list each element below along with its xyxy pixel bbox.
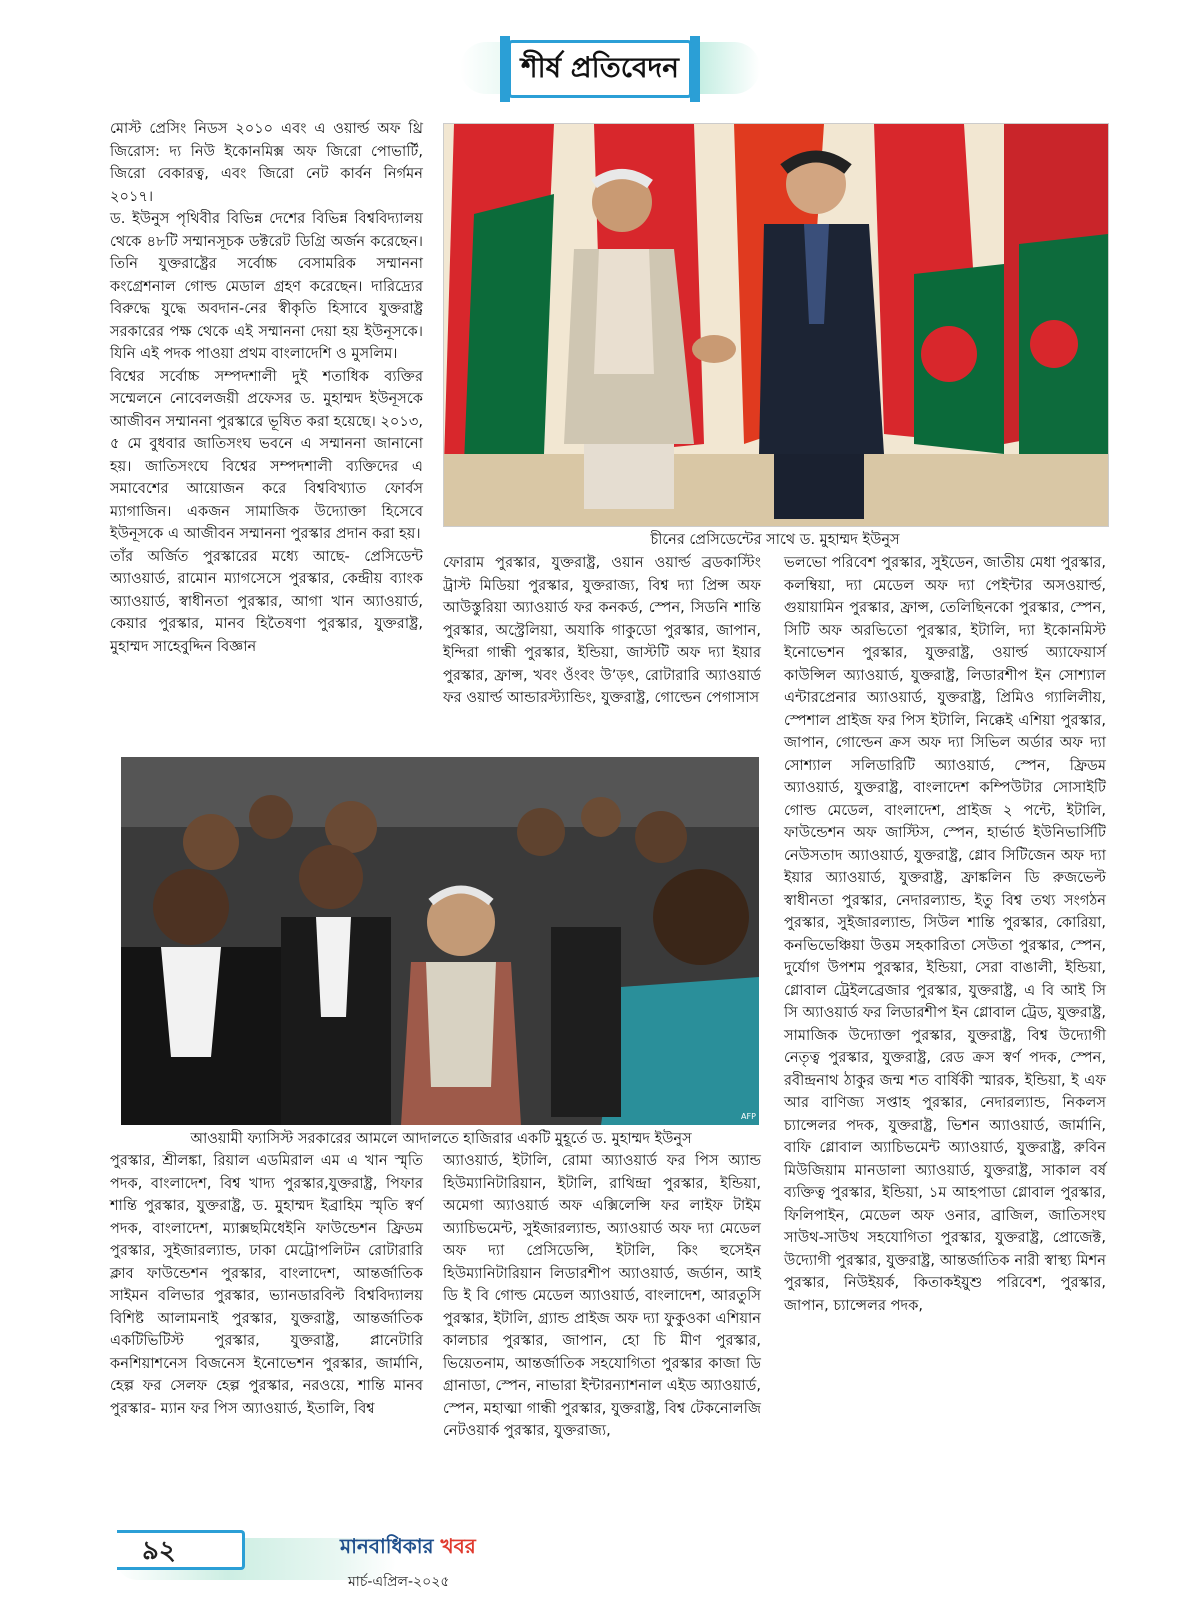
middle-column-bottom	[443, 1150, 761, 1443]
magazine-logo-accent: খবর	[440, 1534, 476, 1558]
left-column-bottom	[110, 1150, 423, 1420]
page-number-tab	[117, 1530, 245, 1570]
paragraph: ভলভো পরিবেশ পুরস্কার, সুইডেন, জাতীয় মেধা পুরস্কার, কলম্বিয়া, দ্যা মেডেল অফ দ্যা পেইন্টার অসওয়ার্ল্ড, গুয়ায়ামিন পুরস্কার, ফ্রান্স, তেলিছিনকো পুরস্কার, স্পেন, সিটি অফ অরভিতো পুরস্কার, ইটালি, দ্যা ইকোনমিস্ট ইনোভেশন পুরস্কার, যুক্তরাষ্ট্র, ওয়ার্ল্ড অ্যাফেয়ার্স কাউন্সিল অ্যাওয়ার্ড, যুক্তরাষ্ট্র, লিডারশীপ ইন সোশ্যাল এন্টারপ্রেনার অ্যাওয়ার্ড, যুক্তরাষ্ট্র, প্রিমিও গ্যালিলীয়, স্পেশাল প্রাইজ ফর পিস ইটালি, নিক্কেই এশিয়া পুরস্কার, জাপান, গোল্ডেন ক্রস অফ দ্যা সিভিল অর্ডার অফ দ্যা সোশ্যাল সলিডারিটি অ্যাওয়ার্ড, স্পেন, ফ্রিডম অ্যাওয়ার্ড, যুক্তরাষ্ট্র, বাংলাদেশ কম্পিউটার সোসাইটি গোল্ড মেডেল, বাংলাদেশ, প্রাইজ ২ পন্টে, ইটালি, ফাউন্ডেশন অফ জাস্টিস, স্পেন, হার্ভার্ড ইউনিভার্সিটি নেউসতাদ অ্যাওয়ার্ড, যুক্তরাষ্ট্র, গ্লোব সিটিজেন অফ দ্যা ইয়ার অ্যাওয়ার্ড, যুক্তরাষ্ট্র, ফ্রাঙ্কলিন ডি রুজভেল্ট স্বাধীনতা পুরস্কার, নেদারল্যান্ড, ইতু বিশ্ব তথ্য সংগঠন পুরস্কার, সুইজারল্যান্ড, সিউল শান্তি পুরস্কার, কোরিয়া, কনভিভেঞ্চিয়া উত্তম সহকারিতা সেউতা পুরস্কার, স্পেন, দুর্যোগ উপশম পুরস্কার, ইন্ডিয়া, সেরা বাঙালী, ইন্ডিয়া, গ্লোবাল ট্রেইলব্রেজার পুরস্কার, যুক্তরাষ্ট্র, এ বি আই সি সি অ্যাওয়ার্ড ফর লিডারশীপ ইন গ্লোবাল ট্রেড, যুক্তরাষ্ট্র, সামাজিক উদ্যোক্তা পুরস্কার, যুক্তরাষ্ট্র, বিশ্ব উদ্যোগী নেতৃত্ব পুরস্কার, যুক্তরাষ্ট্র, রেড ক্রস স্বর্ণ পদক, স্পেন, রবীন্দ্রনাথ ঠাকুর জন্ম শত বার্ষিকী স্মারক, ইন্ডিয়া, ই এফ আর বাণিজ্য সপ্তাহ পুরস্কার, নেদারল্যান্ড, নিকলস চ্যান্সেলর পদক, যুক্তরাষ্ট্র, ভিশন অ্যাওয়ার্ড, জার্মানি, বাফি গ্লোবাল অ্যাচিভমেন্ট অ্যাওয়ার্ড, যুক্তরাষ্ট্র, রুবিন মিউজিয়াম মানডালা অ্যাওয়ার্ড, যুক্তরাষ্ট্র, সাকাল বর্ষ ব্যক্তিত্ব পুরস্কার, ইন্ডিয়া, ১ম আহপাডা গ্লোবাল পুরস্কার, ফিলিপাইন, মেডেল অফ ওনার, ব্রাজিল, জাতিসংঘ সাউথ-সাউথ সহযোগিতা পুরস্কার, যুক্তরাষ্ট্র, প্রোজেক্ট, উদ্যোগী পুরস্কার, যুক্তরাষ্ট্র, আন্তর্জাতিক নারী স্বাস্থ্য মিশন পুরস্কার, নিউইয়র্ক, কিতাকইয়ুশু পরিবেশ, পুরস্কার, জাপান, চ্যান্সেলর পদক,	[784, 554, 1106, 1314]
photo-court-appearance	[121, 757, 759, 1125]
photo-handshake	[443, 123, 1109, 527]
issue-date: মার্চ-এপ্রিল-২০২৫	[348, 1574, 450, 1590]
page-number: ৯২	[142, 1536, 176, 1566]
left-column-top	[110, 118, 423, 658]
paragraph: বিশ্বের সর্বোচ্চ সম্পদশালী দুই শতাধিক ব্যক্তির সম্মেলনে নোবেলজয়ী প্রফেসর ড. মুহাম্মদ ইউনূসকে আজীবন সম্মাননা পুরস্কারে ভূষিত করা হয়েছে। ২০১৩, ৫ মে বুধবার জাতিসংঘ ভবনে এ সম্মাননা জানানো হয়। জাতিসংঘে বিশ্বের সম্পদশালী ব্যক্তিদের এ সমাবেশের আয়োজন করে বিশ্ববিখ্যাত ফোর্বস ম্যাগাজিন। একজন সামাজিক উদ্যোক্তা হিসেবে ইউনূসকে এ আজীবন সম্মাননা পুরস্কার প্রদান করা হয়।	[110, 367, 423, 542]
middle-column-top	[443, 552, 761, 710]
magazine-logo	[340, 1532, 476, 1565]
photo-credit: AFP	[741, 1112, 756, 1121]
paragraph: তাঁর অর্জিত পুরস্কারের মধ্যে আছে- প্রেসিডেন্ট অ্যাওয়ার্ড, রামোন ম্যাগসেসে পুরস্কার, কেন্দ্রীয় ব্যাংক অ্যাওয়ার্ড, স্বাধীনতা পুরস্কার, আগা খান অ্যাওয়ার্ড, কেয়ার পুরস্কার, মানব হিতৈষণা পুরস্কার, যুক্তরাষ্ট্র, মুহাম্মদ সাহেবুদ্দিন বিজ্ঞান	[110, 547, 423, 655]
section-title: শীর্ষ প্রতিবেদন	[521, 50, 679, 84]
paragraph: পুরস্কার, শ্রীলঙ্কা, রিয়াল এডমিরাল এম এ খান স্মৃতি পদক, বাংলাদেশ, বিশ্ব খাদ্য পুরস্কার,যুক্তরাষ্ট্র, পিফার শান্তি পুরস্কার, যুক্তরাষ্ট্র, ড. মুহাম্মদ ইব্রাহিম স্মৃতি স্বর্ণ পদক, বাংলাদেশ, ম্যাক্সছমিধেইনি ফাউন্ডেশন ফ্রিডম পুরস্কার, সুইজারল্যান্ড, ঢাকা মেট্রোপলিটন রোটারারি ক্লাব ফাউন্ডেশন পুরস্কার, বাংলাদেশ, আন্তর্জাতিক সাইমন বলিভার পুরস্কার, ভ্যানডারবিল্ট বিশ্ববিদ্যালয় বিশিষ্ট আলামনাই পুরস্কার, যুক্তরাষ্ট্র, আন্তর্জাতিক একটিভিটিস্ট পুরস্কার, যুক্তরাষ্ট্র, প্লানেটারি কনশিয়াশনেস বিজনেস ইনোভেশন পুরস্কার, জার্মানি, হেল্প ফর সেলফ হেল্প পুরস্কার, নরওয়ে, শান্তি মানব পুরস্কার- ম্যান ফর পিস অ্যাওয়ার্ড, ইতালি, বিশ্ব	[110, 1152, 423, 1417]
section-title-box	[508, 40, 692, 98]
magazine-logo-text: মানবাধিকার	[340, 1534, 434, 1558]
right-column	[784, 552, 1106, 1317]
photo-caption: চীনের প্রেসিডেন্টের সাথে ড. মুহাম্মদ ইউনুস	[650, 532, 900, 548]
paragraph: ড. ইউনুস পৃথিবীর বিভিন্ন দেশের বিভিন্ন বিশ্ববিদ্যালয় থেকে ৪৮টি সম্মানসূচক ডক্টরেট ডিগ্রি অর্জন করেছেন। তিনি যুক্তরাষ্ট্রের সর্বোচ্চ বেসামরিক সম্মাননা কংগ্রেশনাল গোল্ড মেডাল গ্রহণ করেছেন। দারিদ্র্যের বিরুদ্ধে যুদ্ধে অবদান-নের স্বীকৃতি হিসাবে যুক্তরাষ্ট্র সরকারের পক্ষ থেকে এই সম্মাননা দেয়া হয় ইউনূসকে। যিনি এই পদক পাওয়া প্রথম বাংলাদেশি ও মুসলিম।	[110, 210, 423, 362]
paragraph: অ্যাওয়ার্ড, ইটালি, রোমা অ্যাওয়ার্ড ফর পিস অ্যান্ড হিউম্যানিটারিয়ান, ইটালি, রাথিন্দ্রা পুরস্কার, ইন্ডিয়া, অমেগা অ্যাওয়ার্ড অফ এক্সিলেন্সি ফর লাইফ টাইম অ্যাচিভমেন্ট, সুইজারল্যান্ড, অ্যাওয়ার্ড অফ দ্যা মেডেল অফ দ্যা প্রেসিডেন্সি, ইটালি, কিং হুসেইন হিউম্যানিটারিয়ান লিডারশীপ অ্যাওয়ার্ড, জর্ডান, আই ডি ই বি গোল্ড মেডেল অ্যাওয়ার্ড, বাংলাদেশ, আরতুসি পুরস্কার, ইটালি, গ্র্যান্ড প্রাইজ অফ দ্যা ফুকুওকা এশিয়ান কালচার পুরস্কার, জাপান, হো চি মীণ পুরস্কার, ভিয়েতনাম, আন্তর্জাতিক সহযোগিতা পুরস্কার কাজা ডি গ্রানাডা, স্পেন, নাভারা ইন্টারন্যাশনাল এইড অ্যাওয়ার্ড, স্পেন, মহাত্মা গান্ধী পুরস্কার, যুক্তরাষ্ট্র, বিশ্ব টেকনোলজি নেটওয়ার্ক পুরস্কার, যুক্তরাজ্য,	[443, 1152, 761, 1439]
paragraph: ফোরাম পুরস্কার, যুক্তরাষ্ট্র, ওয়ান ওয়ার্ল্ড ব্রডকাস্টিং ট্রাস্ট মিডিয়া পুরস্কার, যুক্তরাজ্য, বিশ্ব দ্যা প্রিন্স অফ আউস্তুরিয়া অ্যাওয়ার্ড ফর কনকর্ড, স্পেন, সিডনি শান্তি পুরস্কার, অস্ট্রেলিয়া, অযাকি গাকুডো পুরস্কার, জাপান, ইন্দিরা গান্ধী পুরস্কার, ইন্ডিয়া, জাস্টটি অফ দ্যা ইয়ার পুরস্কার, ফ্রান্স, খবং ওঁংবং উ’ড়ৎ, রোটারারি অ্যাওয়ার্ড ফর ওয়ার্ল্ড আন্ডারস্ট্যান্ডিং, যুক্তরাষ্ট্র, গোল্ডেন পেগাসাস	[443, 554, 761, 706]
paragraph: মোস্ট প্রেসিং নিডস ২০১০ এবং এ ওয়ার্ল্ড অফ থ্রি জিরোস: দ্য নিউ ইকোনমিক্স অফ জিরো পোভার্টি, জিরো বেকারত্ব, এবং জিরো নেট কার্বন নির্গমন ২০১৭।	[110, 120, 423, 205]
photo-caption: আওয়ামী ফ্যাসিস্ট সরকারের আমলে আদালতে হাজিরার একটি মুহূর্তে ড. মুহাম্মদ ইউনুস	[190, 1131, 692, 1147]
